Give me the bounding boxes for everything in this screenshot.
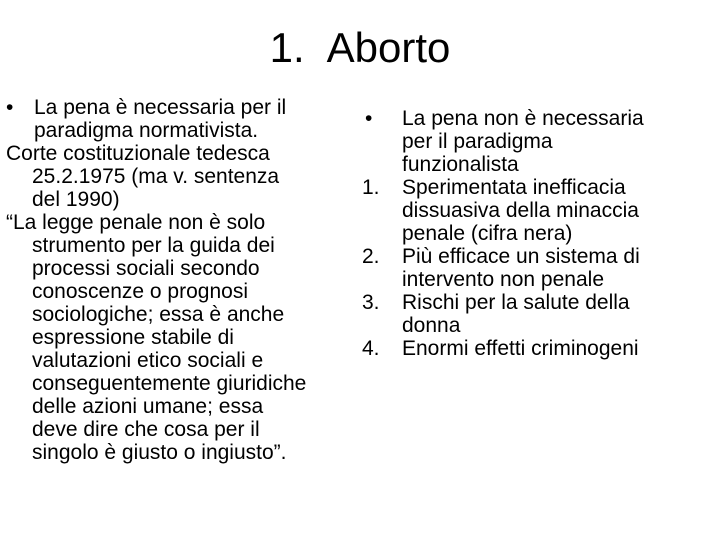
left-line: del 1990)	[32, 188, 120, 211]
left-line: deve dire che cosa per il	[32, 418, 260, 441]
left-line: conoscenze o prognosi	[32, 280, 248, 303]
left-bullet-line	[6, 96, 356, 119]
list-number: 1.	[362, 176, 380, 199]
list-number: 4.	[362, 337, 380, 360]
left-column	[6, 96, 356, 464]
left-line: 25.2.1975 (ma v. sentenza	[32, 165, 280, 188]
right-bullet-text: La pena non è necessaria	[402, 107, 644, 130]
slide-title	[0, 22, 720, 74]
title-number: 1.	[269, 24, 305, 71]
left-line: strumento per la guida dei	[32, 234, 275, 257]
list-item-text: Enormi effetti criminogeni	[402, 337, 639, 360]
left-line: singolo è giusto o ingiusto”.	[32, 441, 287, 464]
left-line: conseguentemente giuridiche	[32, 372, 307, 395]
left-bullet-text: La pena è necessaria per il	[34, 96, 287, 119]
right-bullet-line: funzionalista	[402, 153, 519, 176]
list-item-line: dissuasiva della minaccia	[402, 199, 639, 222]
list-item-text: Sperimentata inefficacia	[402, 176, 626, 199]
left-line: Corte costituzionale tedesca	[6, 142, 270, 165]
left-line: espressione stabile di	[32, 326, 234, 349]
list-item-text: Rischi per la salute della	[402, 291, 630, 314]
list-item	[362, 176, 692, 199]
right-column	[362, 107, 692, 360]
left-line: “La legge penale non è solo	[6, 211, 266, 234]
left-line: valutazioni etico sociali e	[32, 349, 264, 372]
right-bullet-line	[362, 107, 692, 130]
title-text: Aborto	[326, 24, 451, 71]
list-item	[362, 291, 692, 314]
list-item-line: intervento non penale	[402, 268, 604, 291]
list-number: 3.	[362, 291, 380, 314]
right-bullet-line: per il paradigma	[402, 130, 553, 153]
list-item-line: penale (cifra nera)	[402, 222, 573, 245]
list-item	[362, 337, 692, 360]
bullet-icon: •	[6, 96, 14, 119]
left-line: sociologiche; essa è anche	[32, 303, 285, 326]
left-line: processi sociali secondo	[32, 257, 260, 280]
list-item-text: Più efficace un sistema di	[402, 245, 640, 268]
bullet-icon: •	[365, 107, 373, 130]
left-line: delle azioni umane; essa	[32, 395, 264, 418]
left-bullet-text: paradigma normativista.	[34, 119, 259, 142]
list-item-line: donna	[402, 314, 461, 337]
list-number: 2.	[362, 245, 380, 268]
left-bullet-line	[6, 119, 356, 142]
list-item	[362, 245, 692, 268]
